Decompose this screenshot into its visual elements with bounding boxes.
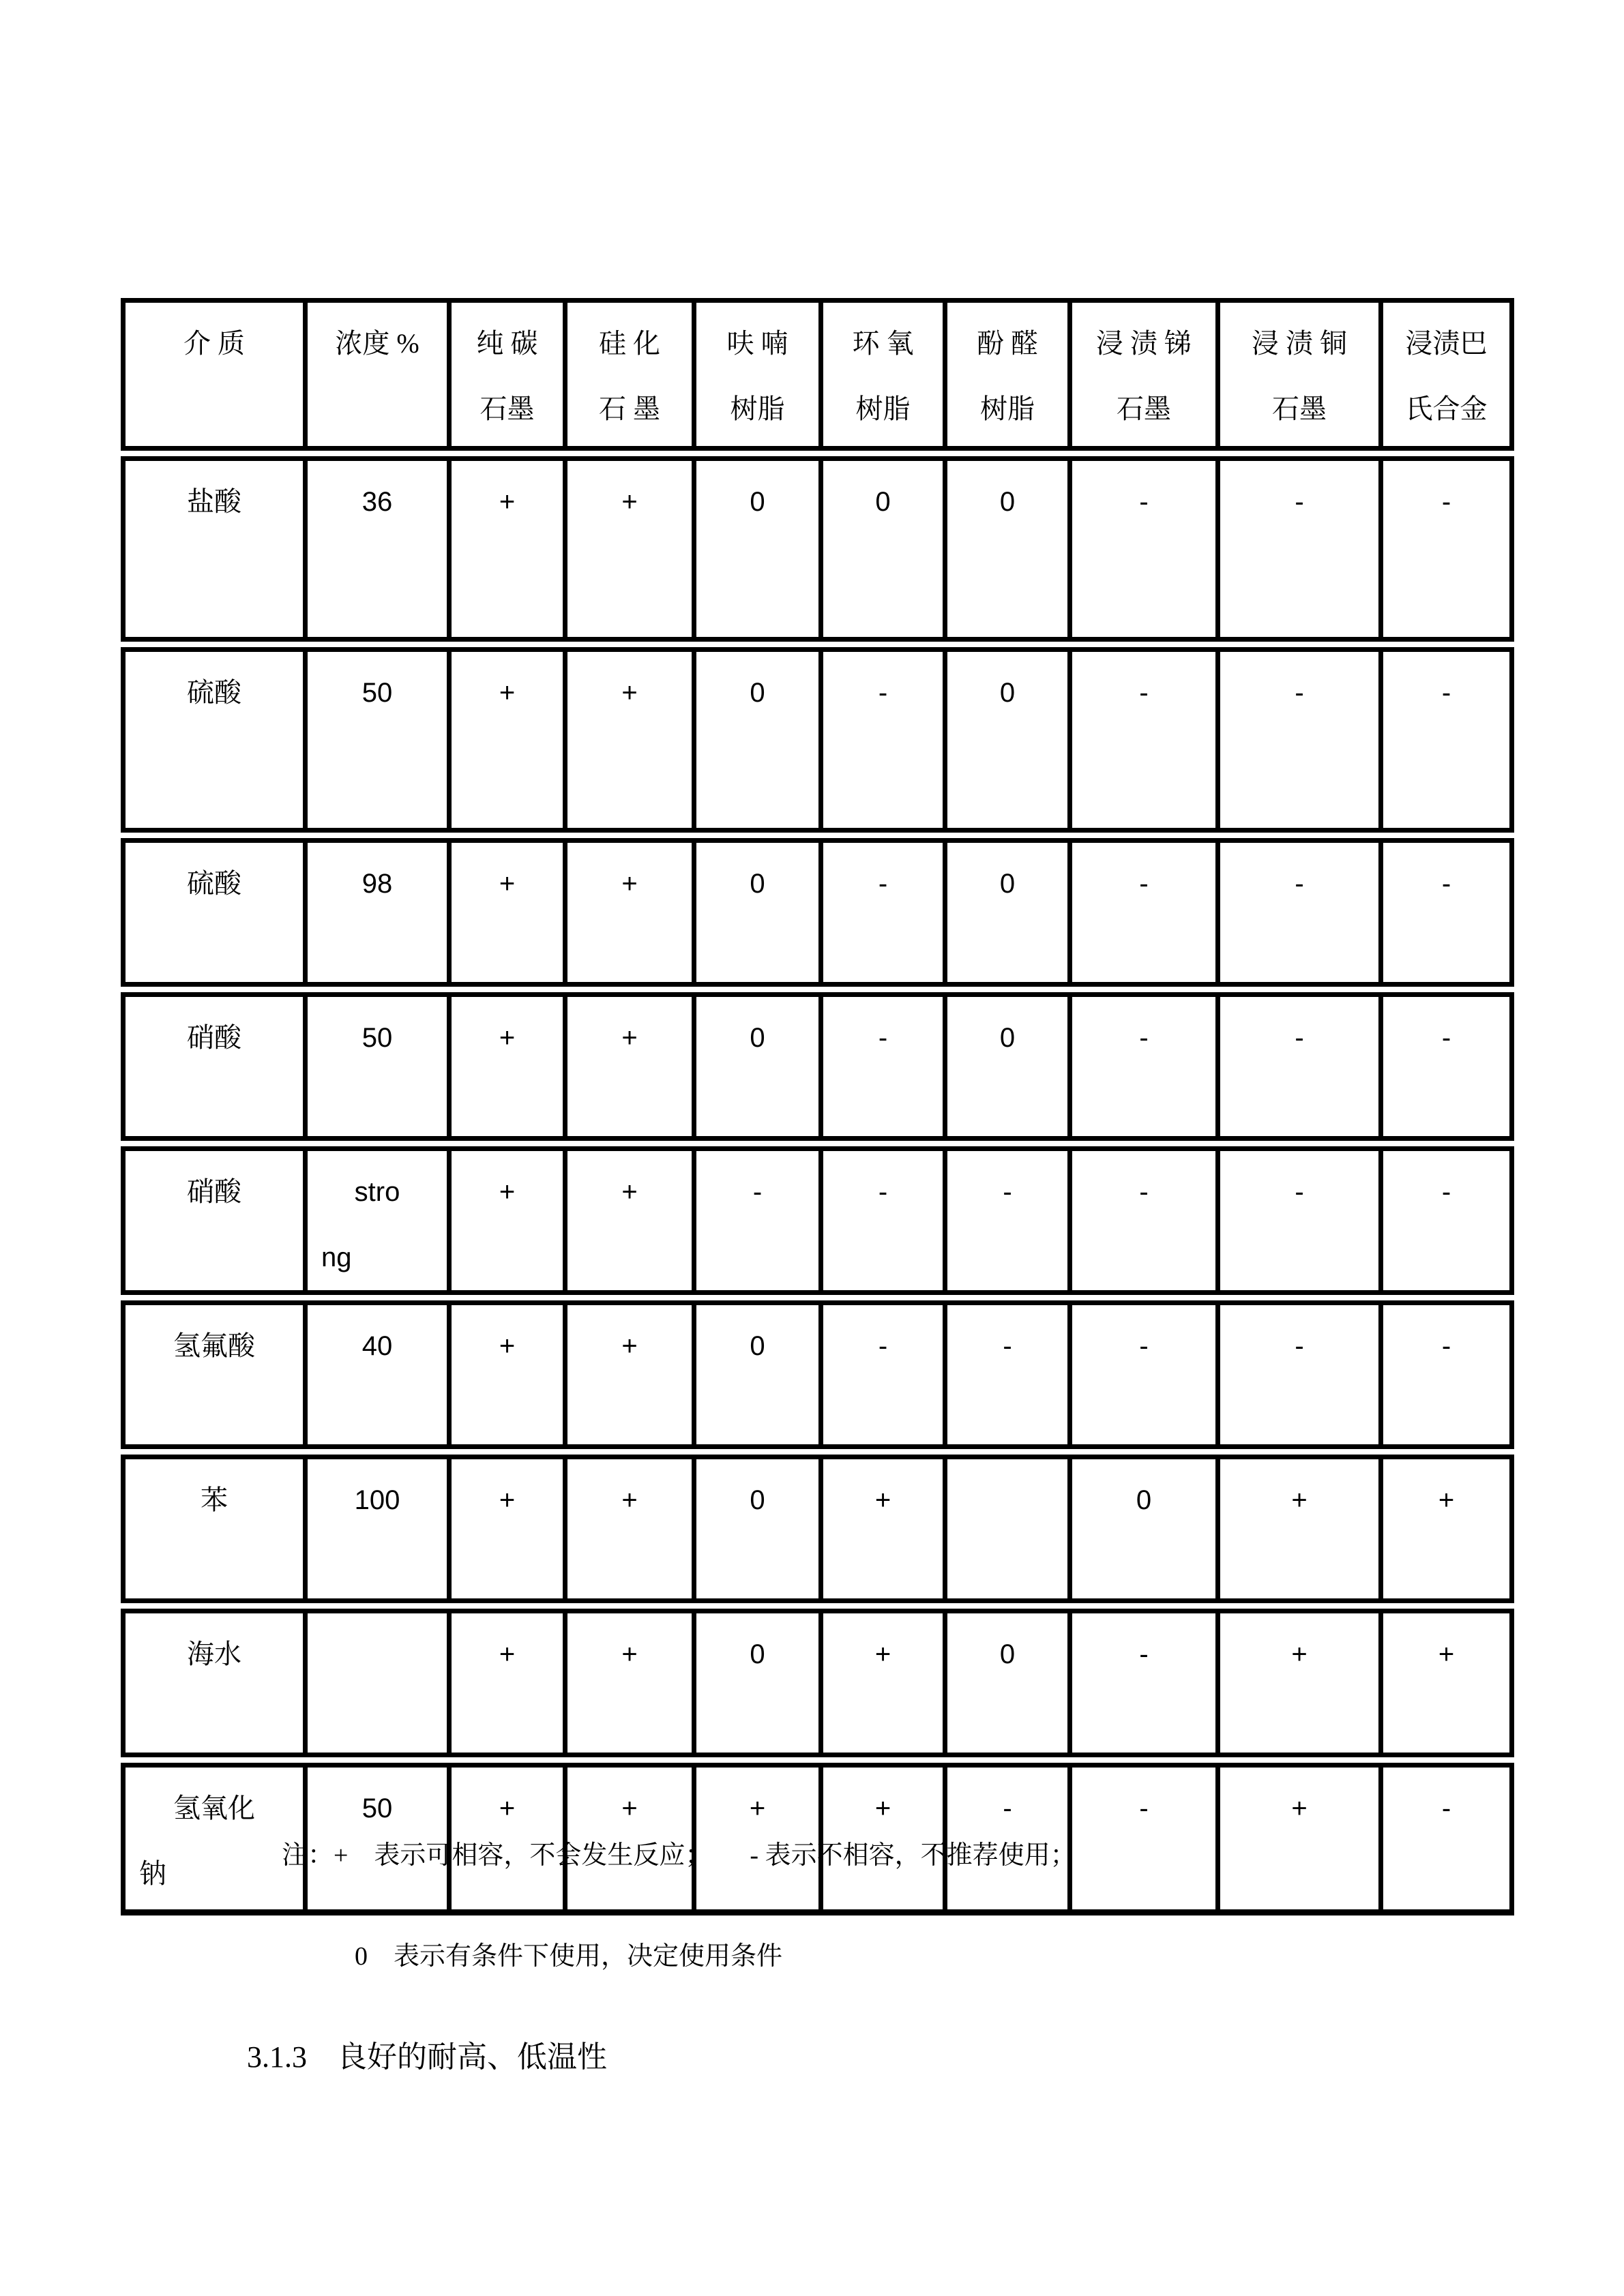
cell-concentration <box>306 835 449 989</box>
header-line: 纯 碳 <box>476 328 538 359</box>
cell-text: 氢氧化 <box>173 1792 255 1823</box>
cell-text <box>127 535 301 600</box>
col-header-antimony-impregnated-graphite <box>1070 301 1218 453</box>
cell-value <box>449 453 565 644</box>
col-header-furan-resin <box>694 301 821 453</box>
cell-text: 100 <box>354 1485 400 1515</box>
cell-text <box>309 1533 445 1598</box>
cell-text: - <box>1003 1793 1012 1823</box>
cell-text: 盐酸 <box>187 486 241 517</box>
header-line: 浸 渍 锑 <box>1096 328 1192 359</box>
cell-value <box>565 835 694 989</box>
cell-value <box>449 1298 565 1452</box>
cell-value <box>694 644 821 835</box>
cell-text: + <box>499 1793 516 1823</box>
header-line: 呋 喃 <box>726 328 788 359</box>
header-line: 酚 醛 <box>977 328 1038 359</box>
cell-text <box>127 916 301 982</box>
cell-text: 硝酸 <box>187 1176 241 1207</box>
cell-text: - <box>1295 486 1304 517</box>
cell-value <box>694 989 821 1144</box>
cell-text: 36 <box>361 486 393 517</box>
cell-value <box>1218 835 1381 989</box>
cell-text: - <box>1295 1022 1304 1053</box>
cell-text: + <box>499 1176 516 1207</box>
table-row <box>123 1606 1512 1760</box>
cell-text: 0 <box>750 677 765 708</box>
cell-text: - <box>1441 677 1451 708</box>
cell-value <box>945 453 1070 644</box>
cell-text: 0 <box>999 1639 1016 1669</box>
cell-text: - <box>1139 1022 1149 1053</box>
cell-text: + <box>621 486 638 517</box>
header-line: 硅 化 <box>599 328 660 359</box>
cell-value <box>449 989 565 1144</box>
cell-value <box>945 989 1070 1144</box>
cell-text: - <box>1139 1176 1149 1207</box>
cell-text <box>949 1467 1066 1533</box>
cell-value <box>945 644 1070 835</box>
cell-text <box>309 1687 445 1753</box>
cell-value <box>565 1144 694 1298</box>
cell-concentration <box>306 1760 449 1913</box>
cell-value <box>1381 1760 1512 1913</box>
col-header-concentration <box>306 301 449 453</box>
cell-value <box>1070 1452 1218 1606</box>
table-row <box>123 835 1512 989</box>
cell-text: + <box>499 1639 516 1669</box>
cell-medium <box>123 1144 306 1298</box>
header-line: 石 墨 <box>599 393 660 424</box>
cell-text <box>309 1622 445 1687</box>
cell-text: - <box>1441 1176 1451 1207</box>
cell-text: + <box>499 1022 516 1053</box>
cell-text: 50 <box>361 1793 393 1823</box>
cell-text: 0 <box>999 677 1016 708</box>
cell-text: 硫酸 <box>187 676 241 708</box>
cell-text: - <box>1441 868 1451 899</box>
cell-text: + <box>1438 1485 1455 1515</box>
cell-text <box>127 1533 301 1598</box>
cell-value <box>449 835 565 989</box>
cell-text: - <box>1295 1176 1304 1207</box>
cell-value <box>1381 644 1512 835</box>
cell-text <box>309 726 445 791</box>
cell-value <box>449 1144 565 1298</box>
cell-text: 50 <box>361 677 393 708</box>
cell-value <box>821 989 945 1144</box>
cell-text: - <box>1441 486 1451 517</box>
cell-medium <box>123 1298 306 1452</box>
header-line: 石墨 <box>1272 393 1327 424</box>
cell-text <box>309 916 445 982</box>
cell-text: 0 <box>999 486 1016 517</box>
cell-value <box>821 644 945 835</box>
cell-value <box>821 1144 945 1298</box>
cell-medium <box>123 835 306 989</box>
table-row <box>123 1760 1512 1913</box>
cell-text: + <box>499 1330 516 1361</box>
cell-text: + <box>499 677 516 708</box>
cell-text: - <box>752 1176 763 1207</box>
cell-value <box>945 1452 1070 1606</box>
cell-value <box>449 1760 565 1913</box>
cell-text: 0 <box>750 1022 765 1053</box>
cell-text: + <box>499 1485 516 1515</box>
header-line: 树脂 <box>855 393 911 424</box>
cell-value <box>694 1298 821 1452</box>
cell-value <box>1070 1298 1218 1452</box>
cell-text: 98 <box>361 868 393 899</box>
header-line: 石墨 <box>1117 393 1171 424</box>
header-line <box>309 376 445 442</box>
cell-value <box>1381 835 1512 989</box>
header-line: 树脂 <box>730 393 785 424</box>
cell-concentration <box>306 644 449 835</box>
table-row <box>123 453 1512 644</box>
cell-value <box>565 644 694 835</box>
cell-text: 钠 <box>139 1858 166 1889</box>
cell-text: - <box>1139 1330 1149 1361</box>
cell-text: + <box>499 868 516 899</box>
cell-text: + <box>621 1022 638 1053</box>
header-line: 树脂 <box>980 393 1035 424</box>
cell-text: 0 <box>1136 1485 1152 1515</box>
header-line: 浓度 % <box>335 328 419 359</box>
cell-text: + <box>621 868 638 899</box>
col-header-silicified-graphite <box>565 301 694 453</box>
cell-text: + <box>749 1793 766 1823</box>
section-heading: 3.1.3 良好的耐高、低温性 <box>247 2040 607 2074</box>
table-row <box>123 644 1512 835</box>
cell-text: 0 <box>750 1330 765 1361</box>
cell-text: - <box>878 677 888 708</box>
cell-text: + <box>1291 1793 1308 1823</box>
cell-text <box>309 1071 445 1136</box>
cell-value <box>1070 989 1218 1144</box>
cell-value <box>694 1144 821 1298</box>
cell-value <box>1381 1452 1512 1606</box>
cell-value <box>1218 1452 1381 1606</box>
table-row <box>123 1452 1512 1606</box>
cell-value <box>565 1298 694 1452</box>
cell-value <box>1218 1606 1381 1760</box>
cell-text: + <box>621 1485 638 1515</box>
cell-value <box>1218 453 1381 644</box>
cell-value <box>694 1760 821 1913</box>
cell-text: - <box>878 868 888 899</box>
header-line: 浸渍巴 <box>1405 328 1488 359</box>
cell-concentration <box>306 1298 449 1452</box>
cell-value <box>694 1606 821 1760</box>
cell-text: - <box>1139 486 1149 517</box>
col-header-medium <box>123 301 306 453</box>
cell-value <box>1070 1760 1218 1913</box>
cell-value <box>945 1298 1070 1452</box>
cell-value <box>1070 1606 1218 1760</box>
cell-text <box>127 726 301 791</box>
cell-text: 海水 <box>187 1638 241 1669</box>
cell-value <box>565 1760 694 1913</box>
cell-text: - <box>1295 677 1304 708</box>
cell-text: - <box>878 1022 888 1053</box>
cell-value <box>1218 644 1381 835</box>
cell-text: - <box>1441 1793 1451 1823</box>
cell-medium <box>123 1760 306 1913</box>
cell-value <box>1218 989 1381 1144</box>
header-line: 介 质 <box>183 328 245 359</box>
cell-value <box>821 1298 945 1452</box>
cell-text: + <box>874 1793 891 1823</box>
cell-medium <box>123 1606 306 1760</box>
cell-value <box>449 644 565 835</box>
cell-value <box>821 1760 945 1913</box>
cell-text: - <box>1139 1793 1149 1823</box>
cell-text: + <box>1291 1485 1308 1515</box>
cell-text: - <box>1441 1330 1451 1361</box>
cell-value <box>945 1144 1070 1298</box>
cell-text: - <box>1003 1176 1012 1207</box>
cell-text: - <box>1139 1639 1149 1669</box>
col-header-copper-impregnated-graphite <box>1218 301 1381 453</box>
cell-value <box>694 1452 821 1606</box>
cell-concentration <box>306 1144 449 1298</box>
cell-medium <box>123 453 306 644</box>
cell-medium <box>123 644 306 835</box>
compatibility-table <box>121 298 1514 1915</box>
cell-text: 硫酸 <box>187 867 241 899</box>
cell-text <box>127 1687 301 1753</box>
header-line: 氏合金 <box>1405 393 1488 424</box>
cell-text: 0 <box>750 868 765 899</box>
cell-text: 0 <box>750 1485 765 1515</box>
cell-text: + <box>1438 1639 1455 1669</box>
cell-value <box>821 1452 945 1606</box>
cell-value <box>449 1606 565 1760</box>
cell-text: 硝酸 <box>187 1022 241 1053</box>
header-row <box>123 301 1512 453</box>
cell-text <box>127 1379 301 1444</box>
cell-text: - <box>1003 1330 1012 1361</box>
header-line: 环 氧 <box>852 328 914 359</box>
cell-value <box>821 1606 945 1760</box>
cell-concentration <box>306 1606 449 1760</box>
cell-text: - <box>1139 868 1149 899</box>
cell-concentration <box>306 989 449 1144</box>
cell-value <box>565 989 694 1144</box>
cell-value <box>1381 1298 1512 1452</box>
cell-value <box>1381 1144 1512 1298</box>
cell-value <box>565 1606 694 1760</box>
cell-text: 0 <box>750 1639 765 1669</box>
cell-value <box>565 1452 694 1606</box>
col-header-phenolic-resin <box>945 301 1070 453</box>
cell-value <box>945 835 1070 989</box>
table-row <box>123 1144 1512 1298</box>
cell-text: 50 <box>361 1022 393 1053</box>
col-header-pure-carbon-graphite <box>449 301 565 453</box>
cell-value <box>1070 1144 1218 1298</box>
cell-value <box>1070 453 1218 644</box>
header-line: 石墨 <box>479 393 535 424</box>
cell-value <box>1218 1298 1381 1452</box>
cell-medium <box>123 1452 306 1606</box>
cell-text: + <box>874 1639 891 1669</box>
cell-text: + <box>874 1485 891 1515</box>
col-header-babbitt-impregnated <box>1381 301 1512 453</box>
cell-value <box>821 835 945 989</box>
cell-text: + <box>621 1176 638 1207</box>
cell-text: - <box>1295 868 1304 899</box>
cell-text: 苯 <box>201 1484 228 1515</box>
cell-text: - <box>1295 1330 1304 1361</box>
cell-value <box>1070 835 1218 989</box>
cell-value <box>694 453 821 644</box>
cell-text <box>127 1225 301 1290</box>
cell-concentration <box>306 1452 449 1606</box>
cell-value <box>565 453 694 644</box>
header-line <box>127 376 301 442</box>
cell-text: - <box>1139 677 1149 708</box>
cell-medium <box>123 989 306 1144</box>
cell-value <box>694 835 821 989</box>
cell-text: + <box>621 677 638 708</box>
cell-text <box>309 535 445 600</box>
cell-text: 0 <box>875 486 891 517</box>
cell-text: + <box>621 1639 638 1669</box>
table-row <box>123 1298 1512 1452</box>
cell-text: + <box>621 1330 638 1361</box>
cell-text: + <box>499 486 516 517</box>
cell-text: 40 <box>361 1330 393 1361</box>
cell-text: stro <box>354 1176 400 1207</box>
cell-text: - <box>878 1330 888 1361</box>
cell-concentration <box>306 453 449 644</box>
col-header-epoxy-resin <box>821 301 945 453</box>
cell-text: + <box>1291 1639 1308 1669</box>
cell-value <box>1070 644 1218 835</box>
cell-text: 氢氟酸 <box>173 1330 255 1361</box>
cell-text: 0 <box>999 1022 1016 1053</box>
header-line: 浸 渍 铜 <box>1252 328 1347 359</box>
note-legend-line2: 0 表示有条件下使用，决定使用条件 <box>355 1942 783 1971</box>
cell-text: - <box>878 1176 888 1207</box>
cell-value <box>945 1760 1070 1913</box>
cell-value <box>1218 1760 1381 1913</box>
cell-text: 0 <box>999 868 1016 899</box>
cell-value <box>821 453 945 644</box>
cell-value <box>1218 1144 1381 1298</box>
cell-value <box>945 1606 1070 1760</box>
cell-value <box>1381 453 1512 644</box>
cell-text <box>127 1071 301 1136</box>
note-legend-line1: 注：+ 表示可相容，不会发生反应； - 表示不相容，不推荐使用； <box>282 1841 1076 1870</box>
cell-text: + <box>621 1793 638 1823</box>
cell-text: ng <box>321 1242 352 1272</box>
cell-text <box>309 1379 445 1444</box>
cell-value <box>1381 1606 1512 1760</box>
cell-value <box>449 1452 565 1606</box>
table-row <box>123 989 1512 1144</box>
cell-value <box>1381 989 1512 1144</box>
cell-text: - <box>1441 1022 1451 1053</box>
cell-text: 0 <box>750 486 765 517</box>
